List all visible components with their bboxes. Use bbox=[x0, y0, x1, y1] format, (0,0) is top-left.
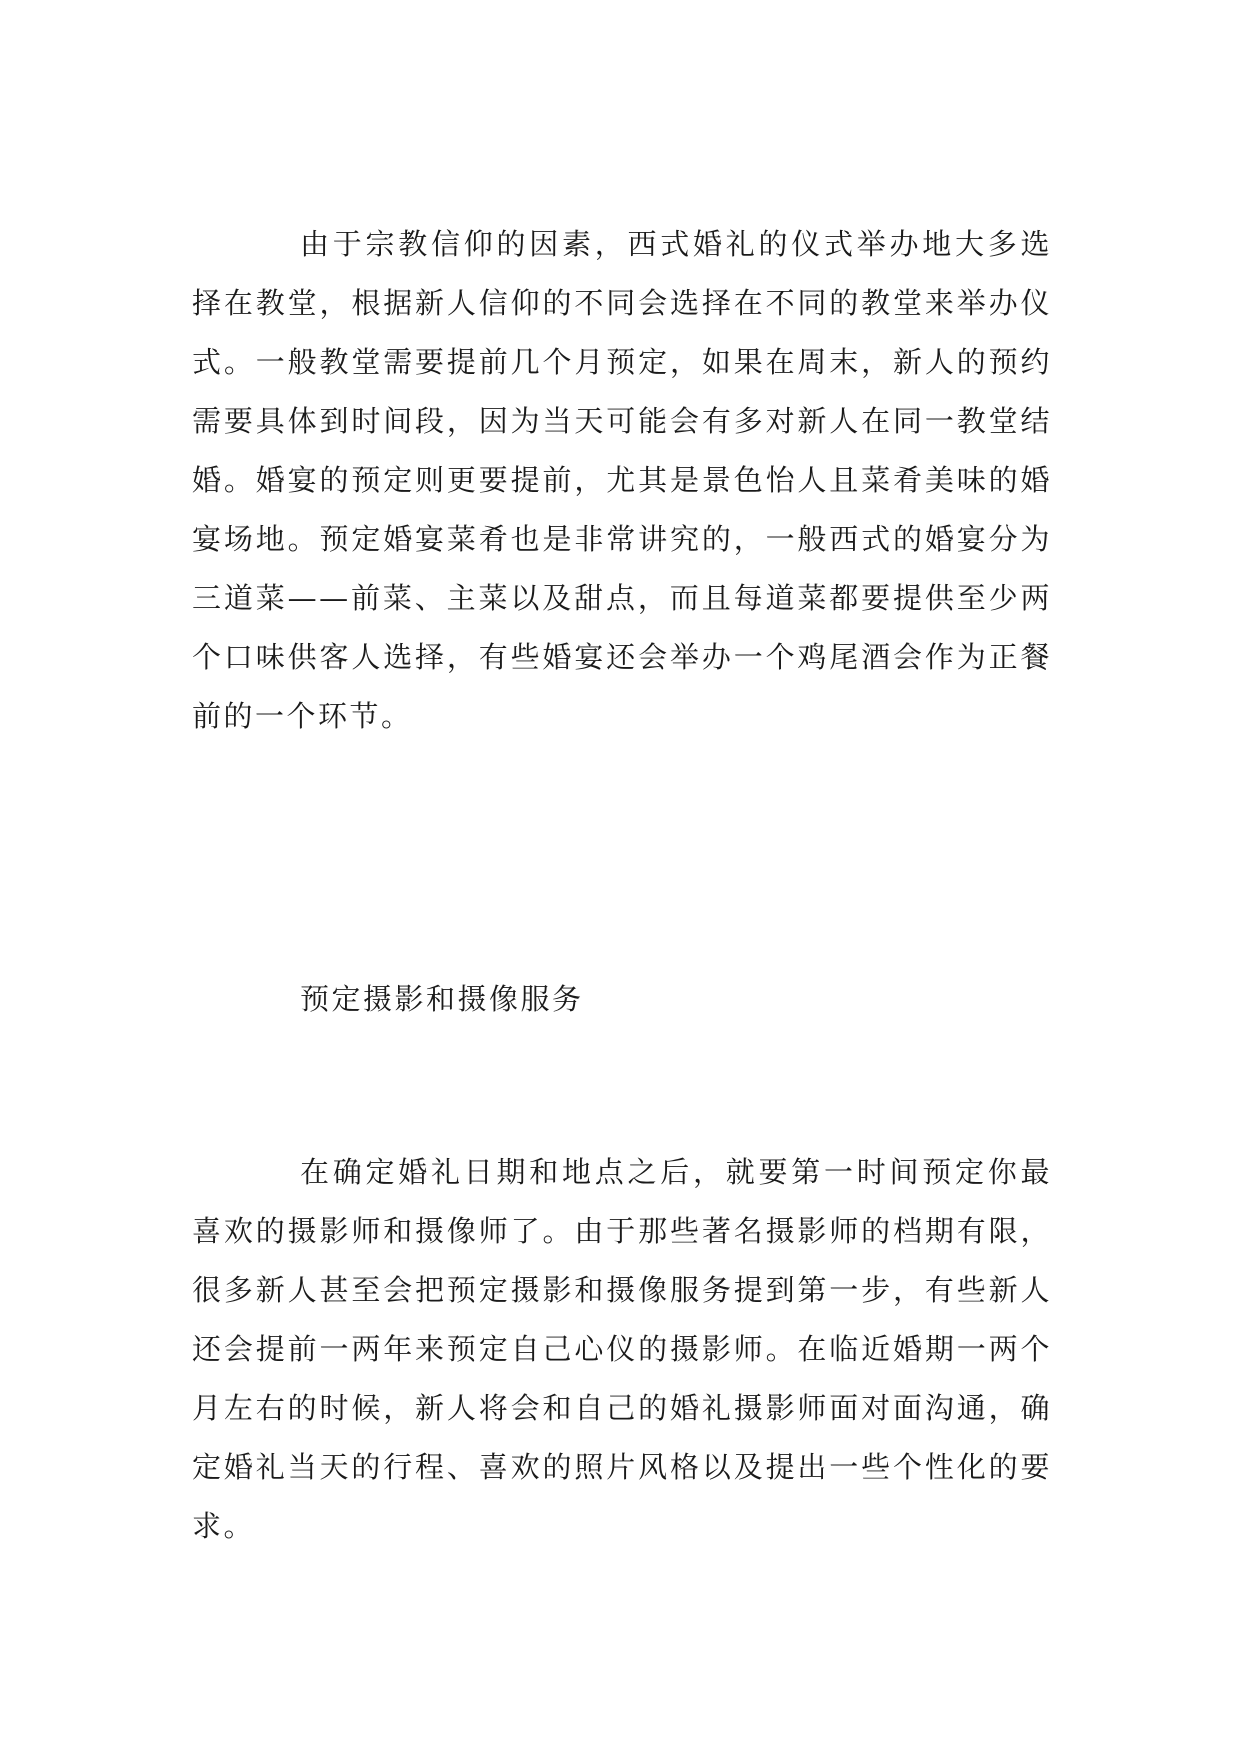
section-heading: 预定摄影和摄像服务 bbox=[300, 982, 584, 1016]
paragraph-photography-booking: 在确定婚礼日期和地点之后，就要第一时间预定你最喜欢的摄影师和摄像师了。由于那些著名摄影师的档期有限，很多新人甚至会把预定摄影和摄像服务提到第一步，有些新人还会提前一两年来预定自己心仪的摄影师。在临近婚期一两个月左右的时候，新人将会和自己的婚礼摄影师面对面沟通，确定婚礼当天的行程、喜欢的照片风格以及提出一些个性化的要求。 bbox=[192, 1155, 1052, 1543]
paragraph-venue-booking: 由于宗教信仰的因素，西式婚礼的仪式举办地大多选择在教堂，根据新人信仰的不同会选择在不同的教堂来举办仪式。一般教堂需要提前几个月预定，如果在周末，新人的预约需要具体到时间段，因为当天可能会有多对新人在同一教堂结婚。婚宴的预定则更要提前，尤其是景色怡人且菜肴美味的婚宴场地。预定婚宴菜肴也是非常讲究的，一般西式的婚宴分为三道菜——前菜、主菜以及甜点，而且每道菜都要提供至少两个口味供客人选择，有些婚宴还会举办一个鸡尾酒会作为正餐前的一个环节。 bbox=[192, 227, 1052, 733]
